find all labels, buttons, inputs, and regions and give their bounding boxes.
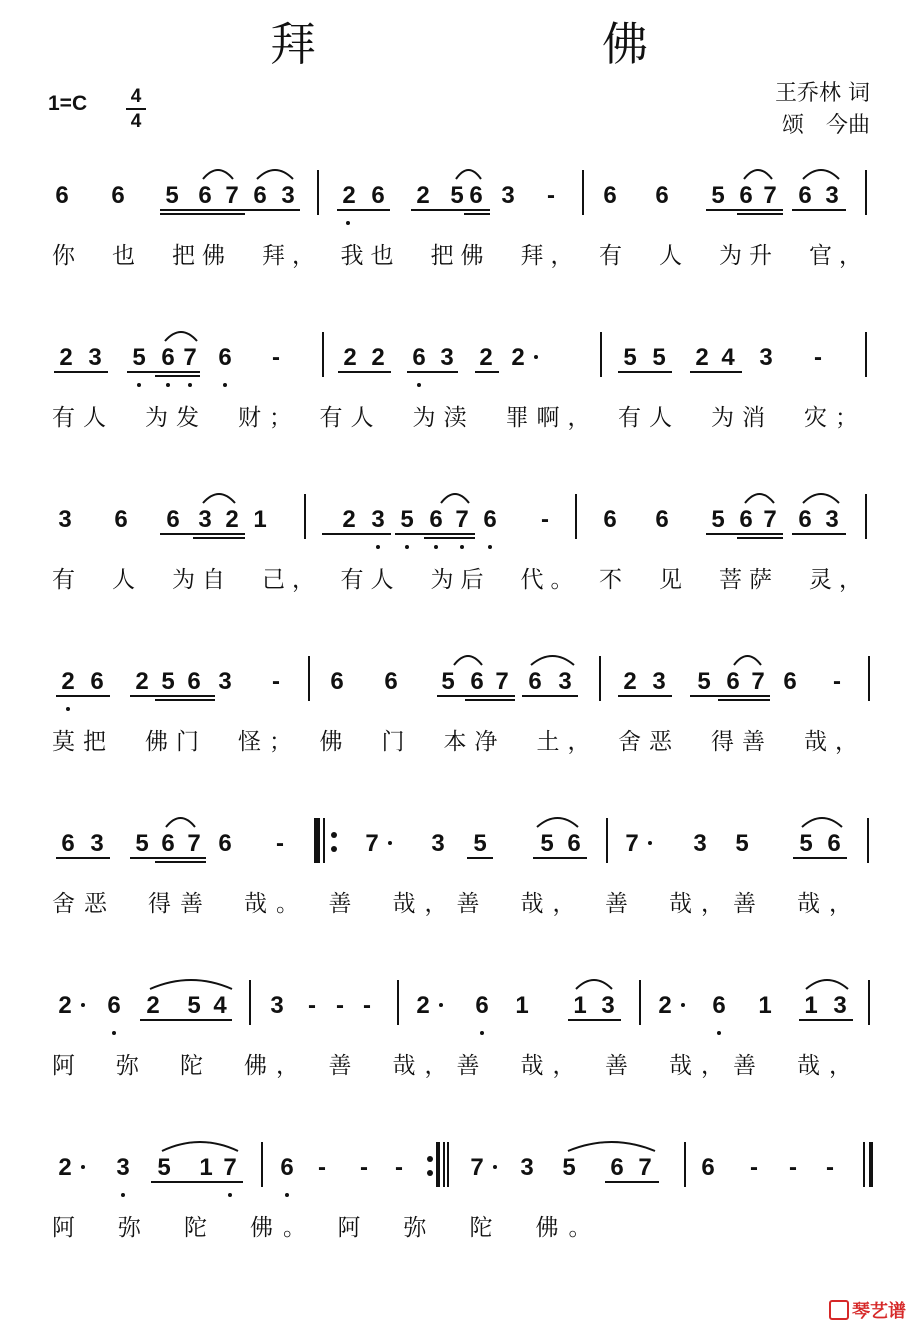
- beam-line: [424, 537, 475, 539]
- beam-line: [322, 533, 391, 535]
- beam-line: [465, 699, 515, 701]
- note: 6: [827, 830, 841, 857]
- note: 2: [416, 182, 430, 209]
- key-label: 1=C: [48, 92, 88, 115]
- beam-line: [56, 695, 110, 697]
- beam-line: [193, 537, 245, 539]
- slur-arc: [745, 494, 774, 503]
- slur-arc: [165, 332, 197, 341]
- slur-arc: [162, 1142, 238, 1151]
- note: 6: [798, 506, 812, 533]
- beam-line: [718, 699, 770, 701]
- lyric-text: 有人 为发 财； 有人 为渎 罪啊， 有人 为消 灾；: [52, 405, 866, 431]
- note: 6: [161, 344, 175, 371]
- slur-arc: [537, 818, 578, 827]
- lyric-line: [0, 885, 918, 917]
- note: 3: [371, 506, 385, 533]
- note: 3: [501, 182, 515, 209]
- song-title: 拜 佛: [270, 17, 768, 71]
- note: 6: [739, 506, 753, 533]
- slur-arc: [166, 818, 195, 827]
- note: 2: [58, 992, 72, 1019]
- lyric-line: [0, 1047, 918, 1079]
- note: 2: [658, 992, 672, 1019]
- beam-line: [464, 213, 490, 215]
- note: 5: [540, 830, 554, 857]
- repeat-dot: [331, 846, 337, 852]
- note: 5: [400, 506, 414, 533]
- note: 7: [470, 1154, 484, 1181]
- dash-mark: -: [395, 1154, 403, 1181]
- note: 6: [712, 992, 726, 1019]
- notation-staff: [0, 489, 918, 559]
- note: 5: [441, 668, 455, 695]
- note: 2: [511, 344, 525, 371]
- logo-icon: [829, 1300, 849, 1320]
- note: 5: [450, 182, 464, 209]
- note: 6: [469, 182, 483, 209]
- note: 6: [603, 182, 617, 209]
- lyricist-credit: 王乔林 词: [775, 81, 870, 106]
- slur-arc: [257, 170, 293, 179]
- note: 5: [473, 830, 487, 857]
- note: 2: [371, 344, 385, 371]
- dash-mark: -: [360, 1154, 368, 1181]
- beam-line: [155, 371, 200, 373]
- note: 6: [280, 1154, 294, 1181]
- slur-arc: [806, 980, 848, 989]
- note: 7: [763, 182, 777, 209]
- time-sig-top: 4: [130, 86, 142, 107]
- note: 3: [825, 506, 839, 533]
- note: 5: [652, 344, 666, 371]
- note: 6: [371, 182, 385, 209]
- slur-arc: [744, 170, 772, 179]
- dash-mark: -: [363, 992, 371, 1019]
- augmentation-dot: [648, 841, 652, 845]
- dash-mark: -: [814, 344, 822, 371]
- note: 7: [638, 1154, 652, 1181]
- note: 3: [116, 1154, 130, 1181]
- beam-line: [155, 857, 206, 859]
- slur-arc: [802, 818, 842, 827]
- lyric-text: 莫把 佛门 怪； 佛 门 本净 土， 舍恶 得善 哉，: [52, 729, 866, 755]
- note: 3: [601, 992, 615, 1019]
- beam-line: [155, 695, 215, 697]
- beam-line: [618, 371, 672, 373]
- note: 6: [726, 668, 740, 695]
- beam-line: [464, 209, 490, 211]
- note: 7: [751, 668, 765, 695]
- note: 1: [199, 1154, 213, 1181]
- note: 1: [573, 992, 587, 1019]
- watermark-text: 琴艺谱: [852, 1301, 906, 1322]
- notation-staff: [0, 813, 918, 883]
- note: 2: [146, 992, 160, 1019]
- note: 3: [198, 506, 212, 533]
- time-sig-bar: [126, 108, 146, 110]
- note: 2: [623, 668, 637, 695]
- note: 6: [61, 830, 75, 857]
- beam-line: [151, 1181, 243, 1183]
- note: 1: [253, 506, 267, 533]
- octave-dot: [166, 383, 170, 387]
- note: 6: [218, 344, 232, 371]
- lyric-line: [0, 723, 918, 755]
- beam-line: [605, 1181, 659, 1183]
- dash-mark: -: [833, 668, 841, 695]
- octave-dot: [405, 545, 409, 549]
- note: 2: [225, 506, 239, 533]
- note: 6: [483, 506, 497, 533]
- note: 6: [567, 830, 581, 857]
- note: 3: [833, 992, 847, 1019]
- lyric-line: [0, 237, 918, 269]
- note: 2: [59, 344, 73, 371]
- note: 3: [440, 344, 454, 371]
- beam-line: [140, 1019, 232, 1021]
- note: 4: [721, 344, 735, 371]
- time-signature: [126, 86, 146, 132]
- note: 3: [218, 668, 232, 695]
- note: 6: [603, 506, 617, 533]
- octave-dot: [376, 545, 380, 549]
- beam-line: [424, 533, 475, 535]
- note: 6: [187, 668, 201, 695]
- note: 7: [187, 830, 201, 857]
- note: 6: [701, 1154, 715, 1181]
- notation-staff: [0, 651, 918, 721]
- beam-line: [337, 209, 390, 211]
- slur-arc: [803, 494, 839, 503]
- slur-arc: [456, 170, 481, 179]
- note: 6: [475, 992, 489, 1019]
- note: 5: [562, 1154, 576, 1181]
- note: 2: [695, 344, 709, 371]
- slur-arc: [734, 656, 761, 665]
- augmentation-dot: [388, 841, 392, 845]
- note: 6: [253, 182, 267, 209]
- slur-arc: [150, 980, 232, 989]
- note: 5: [187, 992, 201, 1019]
- note: 6: [739, 182, 753, 209]
- beam-line: [737, 537, 783, 539]
- dash-mark: -: [336, 992, 344, 1019]
- augmentation-dot: [439, 1003, 443, 1007]
- note: 7: [183, 344, 197, 371]
- slur-arc: [803, 170, 839, 179]
- beam-line: [618, 695, 672, 697]
- note: 7: [495, 668, 509, 695]
- note: 6: [798, 182, 812, 209]
- watermark: [829, 1297, 906, 1323]
- slur-arc: [203, 494, 235, 503]
- note: 6: [330, 668, 344, 695]
- note: 2: [58, 1154, 72, 1181]
- beam-line: [718, 695, 770, 697]
- note: 2: [342, 506, 356, 533]
- beam-line: [223, 209, 300, 211]
- note: 6: [90, 668, 104, 695]
- beam-line: [155, 699, 215, 701]
- slur-arc: [568, 1142, 655, 1151]
- beam-line: [533, 857, 587, 859]
- beam-line: [338, 371, 391, 373]
- note: 2: [479, 344, 493, 371]
- beam-line: [54, 371, 108, 373]
- beam-line: [467, 857, 493, 859]
- note: 2: [416, 992, 430, 1019]
- note: 2: [343, 344, 357, 371]
- slur-arc: [531, 656, 574, 665]
- note: 2: [61, 668, 75, 695]
- beam-line: [737, 533, 783, 535]
- beam-line: [792, 209, 846, 211]
- octave-dot: [488, 545, 492, 549]
- note: 1: [804, 992, 818, 1019]
- note: 6: [470, 668, 484, 695]
- dash-mark: -: [826, 1154, 834, 1181]
- note: 3: [520, 1154, 534, 1181]
- note: 1: [758, 992, 772, 1019]
- beam-line: [155, 375, 200, 377]
- note: 3: [652, 668, 666, 695]
- note: 5: [135, 830, 149, 857]
- octave-dot: [346, 221, 350, 225]
- note: 6: [114, 506, 128, 533]
- augmentation-dot: [81, 1003, 85, 1007]
- note: 5: [711, 182, 725, 209]
- note: 6: [429, 506, 443, 533]
- note: 5: [697, 668, 711, 695]
- note: 5: [735, 830, 749, 857]
- note: 5: [711, 506, 725, 533]
- dash-mark: -: [750, 1154, 758, 1181]
- repeat-dot: [427, 1170, 433, 1176]
- note: 4: [213, 992, 227, 1019]
- lyric-text: 你 也 把佛 拜， 我也 把佛 拜， 有 人 为升 官，: [52, 243, 869, 269]
- lyric-line: [0, 1209, 918, 1241]
- note: 7: [365, 830, 379, 857]
- notation-staff: [0, 975, 918, 1045]
- note: 6: [528, 668, 542, 695]
- dash-mark: -: [789, 1154, 797, 1181]
- note: 3: [90, 830, 104, 857]
- note: 6: [166, 506, 180, 533]
- note: 6: [655, 182, 669, 209]
- notation-staff: [0, 165, 918, 235]
- note: 5: [132, 344, 146, 371]
- note: 7: [625, 830, 639, 857]
- note: 6: [412, 344, 426, 371]
- note: 3: [558, 668, 572, 695]
- octave-dot: [285, 1193, 289, 1197]
- dash-mark: -: [272, 668, 280, 695]
- dash-mark: -: [547, 182, 555, 209]
- octave-dot: [188, 383, 192, 387]
- dash-mark: -: [318, 1154, 326, 1181]
- beam-line: [475, 371, 499, 373]
- beam-line: [522, 695, 578, 697]
- credits: [775, 78, 870, 142]
- composer-credit: 颂 今曲: [781, 113, 870, 138]
- slur-arc: [454, 656, 482, 665]
- note: 7: [223, 1154, 237, 1181]
- beam-line: [568, 1019, 621, 1021]
- note: 6: [384, 668, 398, 695]
- dash-mark: -: [308, 992, 316, 1019]
- note: 6: [55, 182, 69, 209]
- dash-mark: -: [541, 506, 549, 533]
- note: 6: [111, 182, 125, 209]
- lyric-line: [0, 561, 918, 593]
- octave-dot: [460, 545, 464, 549]
- dash-mark: -: [276, 830, 284, 857]
- note: 6: [610, 1154, 624, 1181]
- octave-dot: [112, 1031, 116, 1035]
- octave-dot: [228, 1193, 232, 1197]
- note: 3: [431, 830, 445, 857]
- slur-arc: [576, 980, 612, 989]
- lyric-text: 有 人 为自 己， 有人 为后 代。 不 见 菩萨 灵，: [52, 567, 869, 593]
- octave-dot: [480, 1031, 484, 1035]
- note: 3: [281, 182, 295, 209]
- note: 7: [455, 506, 469, 533]
- beam-line: [737, 213, 783, 215]
- octave-dot: [137, 383, 141, 387]
- note: 3: [88, 344, 102, 371]
- notation-staff: [0, 1137, 918, 1207]
- octave-dot: [223, 383, 227, 387]
- note: 5: [799, 830, 813, 857]
- lyric-line: [0, 399, 918, 431]
- repeat-dot: [331, 832, 337, 838]
- slur-arc: [203, 170, 233, 179]
- note: 5: [165, 182, 179, 209]
- note: 6: [107, 992, 121, 1019]
- note: 3: [270, 992, 284, 1019]
- note: 6: [783, 668, 797, 695]
- note: 5: [623, 344, 637, 371]
- augmentation-dot: [493, 1165, 497, 1169]
- beam-line: [193, 533, 245, 535]
- note: 2: [342, 182, 356, 209]
- note: 2: [135, 668, 149, 695]
- note: 3: [759, 344, 773, 371]
- note: 3: [825, 182, 839, 209]
- augmentation-dot: [81, 1165, 85, 1169]
- lyric-text: 阿 弥 陀 佛， 善 哉，善 哉， 善 哉，善 哉，: [52, 1053, 861, 1079]
- note: 6: [655, 506, 669, 533]
- beam-line: [155, 861, 206, 863]
- beam-line: [195, 213, 245, 215]
- note: 3: [58, 506, 72, 533]
- note: 5: [157, 1154, 171, 1181]
- note: 6: [161, 830, 175, 857]
- time-sig-bottom: 4: [130, 111, 142, 132]
- note: 3: [693, 830, 707, 857]
- octave-dot: [717, 1031, 721, 1035]
- note: 7: [225, 182, 239, 209]
- beam-line: [737, 209, 783, 211]
- lyric-text: 舍恶 得善 哉。 善 哉，善 哉， 善 哉，善 哉，: [52, 891, 861, 917]
- lyric-text: 阿 弥 陀 佛。 阿 弥 陀 佛。: [52, 1215, 602, 1241]
- octave-dot: [417, 383, 421, 387]
- beam-line: [407, 371, 458, 373]
- notation-staff: [0, 327, 918, 397]
- octave-dot: [121, 1193, 125, 1197]
- beam-line: [690, 371, 742, 373]
- note: 6: [198, 182, 212, 209]
- octave-dot: [434, 545, 438, 549]
- augmentation-dot: [534, 355, 538, 359]
- octave-dot: [66, 707, 70, 711]
- beam-line: [465, 695, 515, 697]
- note: 1: [515, 992, 529, 1019]
- note: 6: [218, 830, 232, 857]
- beam-line: [793, 857, 847, 859]
- beam-line: [792, 533, 846, 535]
- note: 7: [763, 506, 777, 533]
- slur-arc: [441, 494, 469, 503]
- beam-line: [56, 857, 110, 859]
- augmentation-dot: [681, 1003, 685, 1007]
- repeat-dot: [427, 1156, 433, 1162]
- note: 5: [161, 668, 175, 695]
- dash-mark: -: [272, 344, 280, 371]
- beam-line: [799, 1019, 853, 1021]
